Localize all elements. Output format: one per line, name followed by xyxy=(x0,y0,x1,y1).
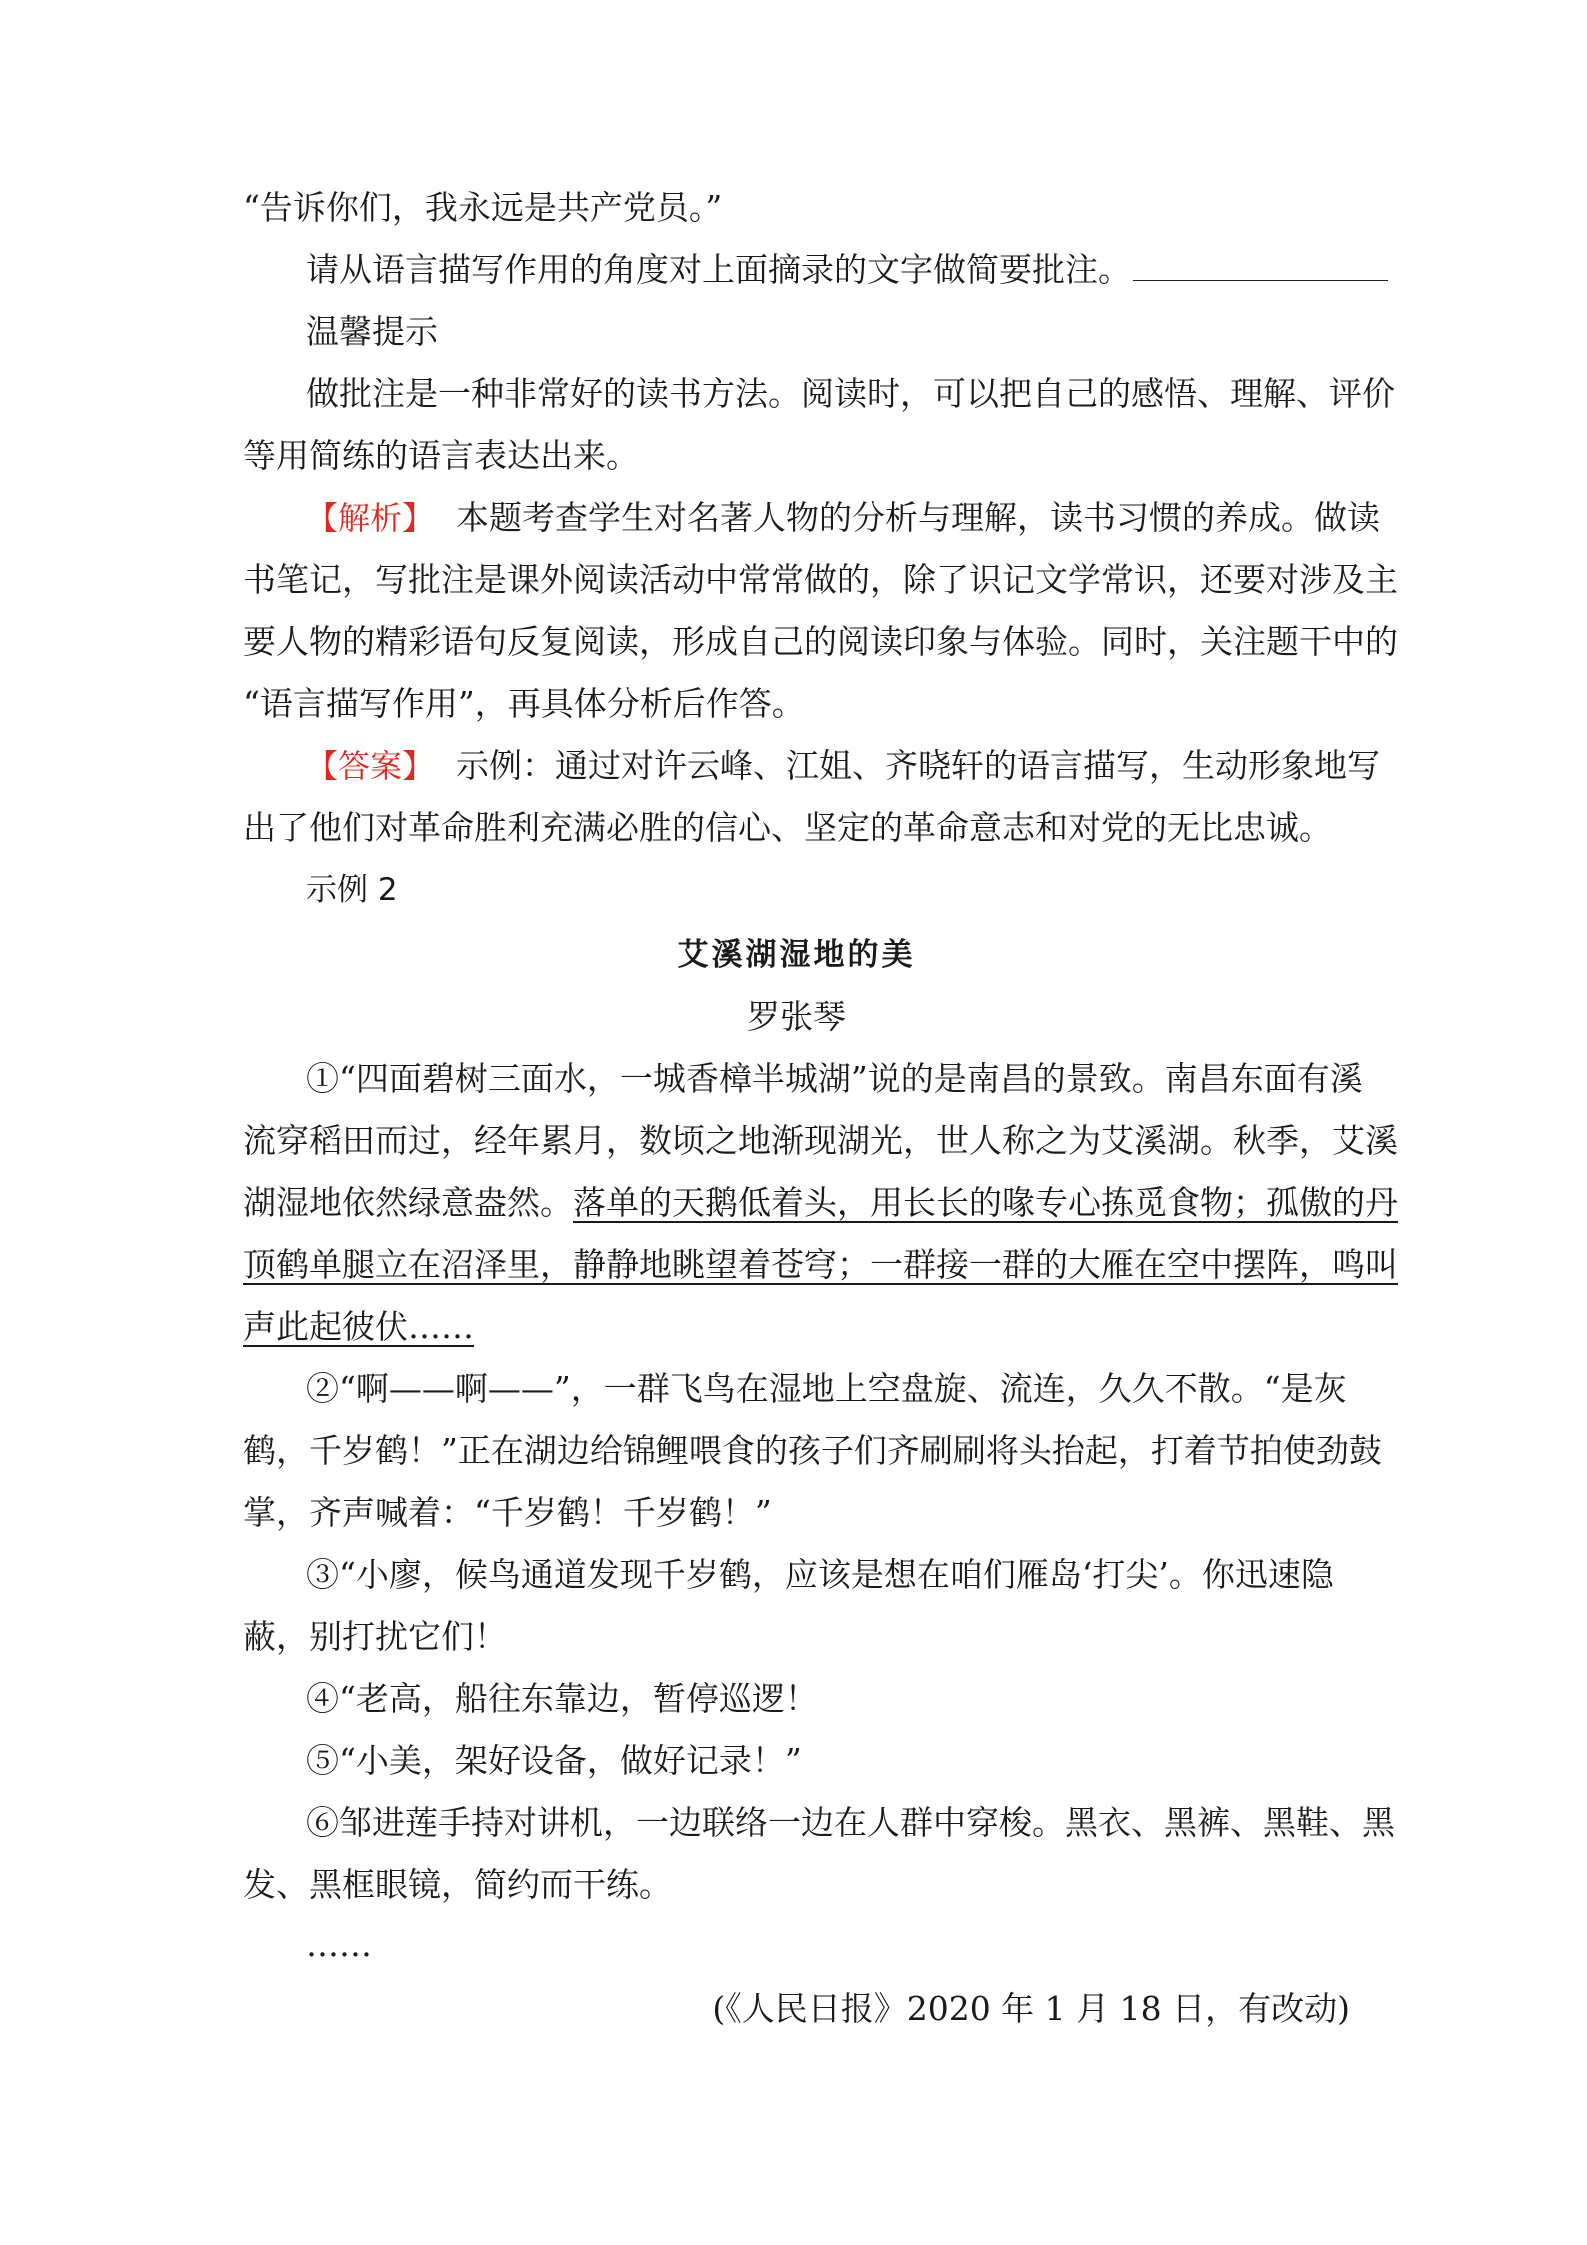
p3-line-1: ③“小廖，候鸟通道发现千岁鹤，应该是想在咱们雁岛‘打尖’。你迅速隐 xyxy=(306,1555,1334,1594)
analysis-line-3: 要人物的精彩语句反复阅读，形成自己的阅读印象与体验。同时，关注题干中的 xyxy=(243,622,1398,661)
answer-tag: 【答案】 xyxy=(306,747,435,785)
p2-line-1: ②“啊——啊——”，一群飞鸟在湿地上空盘旋、流连，久久不散。“是灰 xyxy=(306,1369,1347,1408)
analysis-text-1: 本题考查学生对名著人物的分析与理解，读书习惯的养成。做读 xyxy=(456,498,1381,537)
analysis-line-1 xyxy=(306,498,1380,538)
tip-line-1: 做批注是一种非常好的读书方法。阅读时，可以把自己的感悟、理解、评价 xyxy=(306,374,1395,413)
p2-line-3: 掌，齐声喊着：“千岁鹤！千岁鹤！” xyxy=(243,1493,772,1532)
tip-line-2: 等用简练的语言表达出来。 xyxy=(243,436,639,475)
analysis-line-2: 书笔记，写批注是课外阅读活动中常常做的，除了识记文学常识，还要对涉及主 xyxy=(243,560,1398,599)
source-citation: (《人民日报》2020 年 1 月 18 日，有改动) xyxy=(712,1989,1350,2028)
answer-text-1: 示例：通过对许云峰、江姐、齐晓轩的语言描写，生动形象地写 xyxy=(456,746,1381,785)
p1-underlined-3b: 落单的天鹅低着头，用长长的喙专心拣觅食物；孤傲的丹 xyxy=(573,1183,1398,1222)
example-label: 示例 2 xyxy=(306,872,398,908)
question-line xyxy=(306,250,1388,290)
answer-line-2: 出了他们对革命胜利充满必胜的信心、坚定的革命意志和对党的无比忠诚。 xyxy=(243,808,1332,847)
p3-line-2: 蔽，别打扰它们！ xyxy=(243,1617,507,1656)
p1-line-3 xyxy=(243,1183,1398,1223)
question-text: 请从语言描写作用的角度对上面摘录的文字做简要批注。 xyxy=(306,250,1131,289)
p5-line: ⑤“小美，架好设备，做好记录！” xyxy=(306,1741,802,1780)
p1-line-2: 流穿稻田而过，经年累月，数顷之地渐现湖光，世人称之为艾溪湖。秋季，艾溪 xyxy=(243,1121,1398,1160)
p1-underlined-line-4: 顶鹤单腿立在沼泽里，静静地眺望着苍穹；一群接一群的大雁在空中摆阵，鸣叫 xyxy=(243,1245,1398,1284)
article-author: 罗张琴 xyxy=(747,997,846,1036)
p6-line-1: ⑥邹进莲手持对讲机，一边联络一边在人群中穿梭。黑衣、黑裤、黑鞋、黑 xyxy=(306,1803,1395,1842)
analysis-tag: 【解析】 xyxy=(306,499,435,537)
p6-line-2: 发、黑框眼镜，简约而干练。 xyxy=(243,1865,672,1904)
tip-title: 温馨提示 xyxy=(306,312,438,351)
answer-line-1 xyxy=(306,746,1380,786)
analysis-line-4: “语言描写作用”，再具体分析后作答。 xyxy=(243,684,805,723)
p4-line: ④“老高，船往东靠边，暂停巡逻！ xyxy=(306,1679,818,1718)
p2-line-2: 鹤，千岁鹤！”正在湖边给锦鲤喂食的孩子们齐刷刷将头抬起，打着节拍使劲鼓 xyxy=(243,1431,1382,1470)
p1-underlined-line-5: 声此起彼伏…… xyxy=(243,1307,474,1346)
p1-line-1: ①“四面碧树三面水，一城香樟半城湖”说的是南昌的景致。南昌东面有溪 xyxy=(306,1059,1363,1098)
article-title: 艾溪湖湿地的美 xyxy=(677,937,916,973)
p1-text-3a: 湖湿地依然绿意盎然。 xyxy=(243,1183,573,1222)
ellipsis-line: …… xyxy=(306,1925,372,1964)
answer-blank[interactable] xyxy=(1133,250,1388,281)
quote-line: “告诉你们，我永远是共产党员。” xyxy=(243,188,723,227)
